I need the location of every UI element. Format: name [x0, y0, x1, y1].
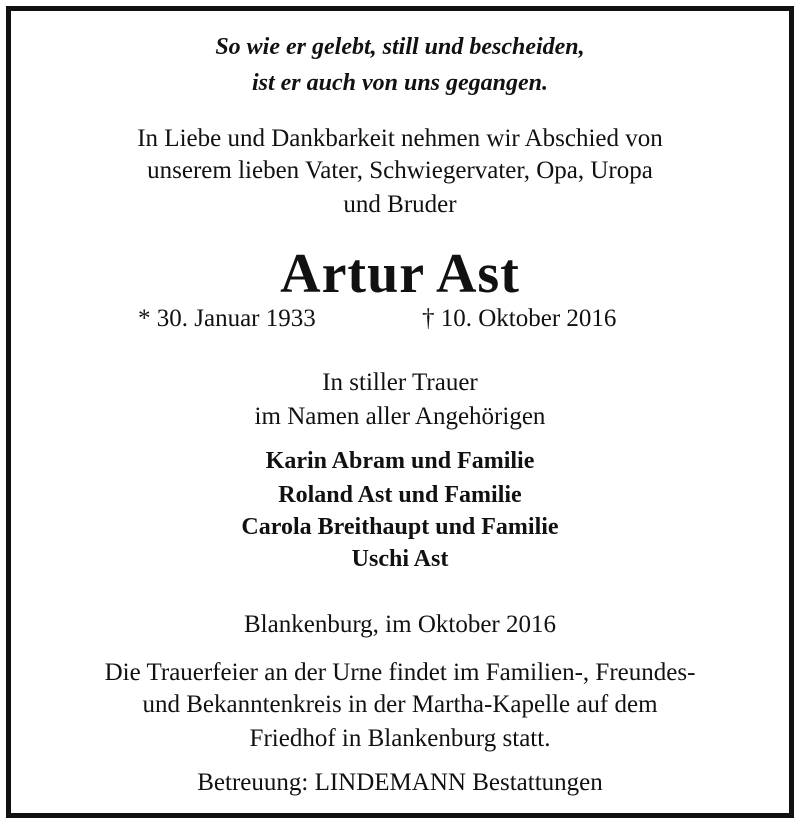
- birth-date: * 30. Januar 1933: [138, 305, 316, 332]
- death-date: † 10. Oktober 2016: [422, 305, 617, 332]
- mourning-line-1: In stiller Trauer: [322, 369, 478, 396]
- mourning-line-2: im Namen aller Angehörigen: [254, 403, 546, 430]
- mourner-1: Karin Abram und Familie: [265, 448, 535, 474]
- ceremony-line-1: Die Trauerfeier an der Urne findet im Familien-, Freundes-: [104, 659, 696, 686]
- ceremony-line-2: und Bekanntenkreis in der Martha-Kapelle auf dem: [142, 691, 658, 718]
- intro-line-1: In Liebe und Dankbarkeit nehmen wir Abschied von: [137, 125, 663, 152]
- motto-line-2: ist er auch von uns gegangen.: [251, 70, 549, 96]
- mourner-4: Uschi Ast: [351, 546, 449, 572]
- mourner-2: Roland Ast und Familie: [278, 482, 522, 508]
- care-line: Betreuung: LINDEMANN Bestattungen: [197, 769, 603, 796]
- mourner-3: Carola Breithaupt und Familie: [241, 514, 559, 540]
- intro-line-3: und Bruder: [343, 191, 457, 218]
- place-date: Blankenburg, im Oktober 2016: [244, 611, 556, 638]
- ceremony-line-3: Friedhof in Blankenburg statt.: [249, 725, 551, 752]
- deceased-name: Artur Ast: [280, 243, 520, 305]
- intro-line-2: unserem lieben Vater, Schwiegervater, Opa, Uropa: [147, 157, 653, 184]
- motto-line-1: So wie er gelebt, still und bescheiden,: [215, 34, 585, 60]
